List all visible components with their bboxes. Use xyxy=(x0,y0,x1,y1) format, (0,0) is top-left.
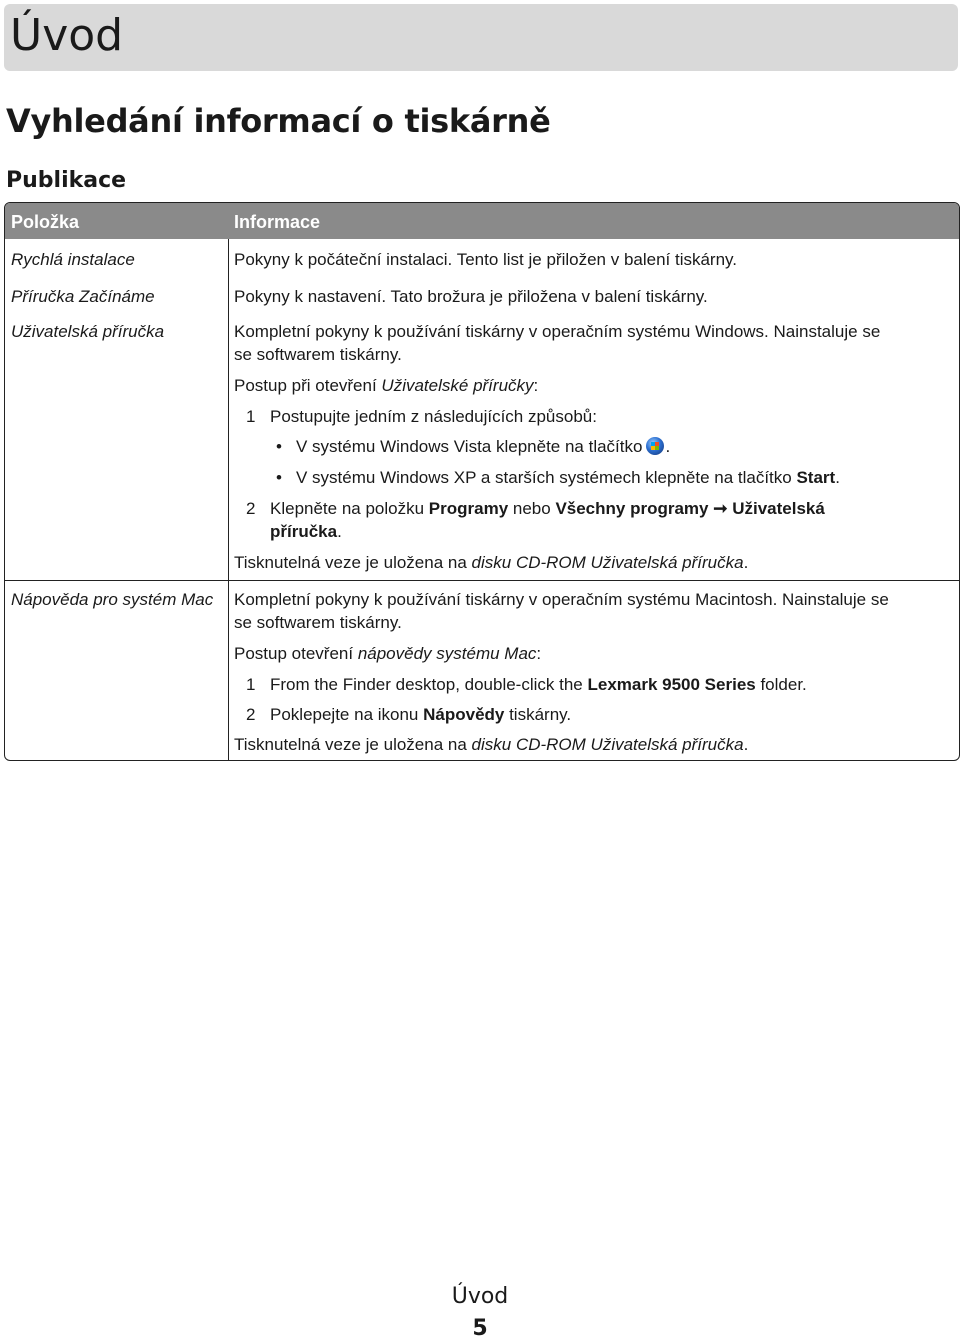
mac-help-desc-line2: se softwarem tiskárny. xyxy=(234,613,402,632)
row-item-mac-help: Nápověda pro systém Mac xyxy=(11,590,214,609)
row-divider xyxy=(5,580,959,581)
mac-help-step-2: 2 Poklepejte na ikonu Nápovědy tiskárny. xyxy=(246,705,572,724)
mac-help-desc-line1: Kompletní pokyny k používání tiskárny v operačním systému Macintosh. Nainstaluje se xyxy=(234,590,889,609)
chapter-title: Úvod xyxy=(10,10,124,61)
row-info-quick-setup: Pokyny k počáteční instalaci. Tento list je přiložen v balení tiskárny. xyxy=(234,250,738,269)
column-header-item: Položka xyxy=(11,212,80,232)
user-guide-printable: Tisknutelná veze je uložena na disku CD-ROM Uživatelská příručka. xyxy=(234,553,749,572)
user-guide-desc-line1: Kompletní pokyny k používání tiskárny v operačním systému Windows. Nainstaluje se xyxy=(234,322,881,341)
row-info-getting-started: Pokyny k nastavení. Tato brožura je přiložena v balení tiskárny. xyxy=(234,287,708,306)
user-guide-step-2: 2 Klepněte na položku Programy nebo Všechny programy ➞ Uživatelská xyxy=(246,499,825,518)
footer-chapter: Úvod xyxy=(451,1284,509,1309)
column-divider xyxy=(228,239,229,760)
chapter-bar xyxy=(4,4,958,71)
publications-table xyxy=(4,202,960,761)
section-heading: Publikace xyxy=(6,168,127,193)
mac-help-printable: Tisknutelná veze je uložena na disku CD-ROM Uživatelská příručka. xyxy=(234,735,749,754)
column-header-info: Informace xyxy=(234,212,321,232)
row-item-quick-setup: Rychlá instalace xyxy=(11,250,135,269)
user-guide-bullet-vista: • V systému Windows Vista klepněte na tlačítko . xyxy=(276,437,671,456)
windows-vista-start-icon xyxy=(646,437,664,455)
user-guide-procedure-intro: Postup při otevření Uživatelské příručky: xyxy=(234,376,539,395)
user-guide-step-1: 1 Postupujte jedním z následujících způsobů: xyxy=(246,407,597,426)
user-guide-desc-line2: se softwarem tiskárny. xyxy=(234,345,402,364)
mac-help-step-1: 1 From the Finder desktop, double-click the Lexmark 9500 Series folder. xyxy=(246,675,807,694)
table-header xyxy=(5,203,959,239)
page-number: 5 xyxy=(472,1316,488,1341)
user-guide-step-2-cont: příručka. xyxy=(270,522,342,541)
row-item-user-guide: Uživatelská příručka xyxy=(11,322,165,341)
user-guide-bullet-xp: • V systému Windows XP a starších systémech klepněte na tlačítko Start. xyxy=(276,468,840,487)
mac-help-procedure-intro: Postup otevření nápovědy systému Mac: xyxy=(234,644,542,663)
page-heading: Vyhledání informací o tiskárně xyxy=(6,102,551,140)
row-item-getting-started: Příručka Začínáme xyxy=(11,287,155,306)
